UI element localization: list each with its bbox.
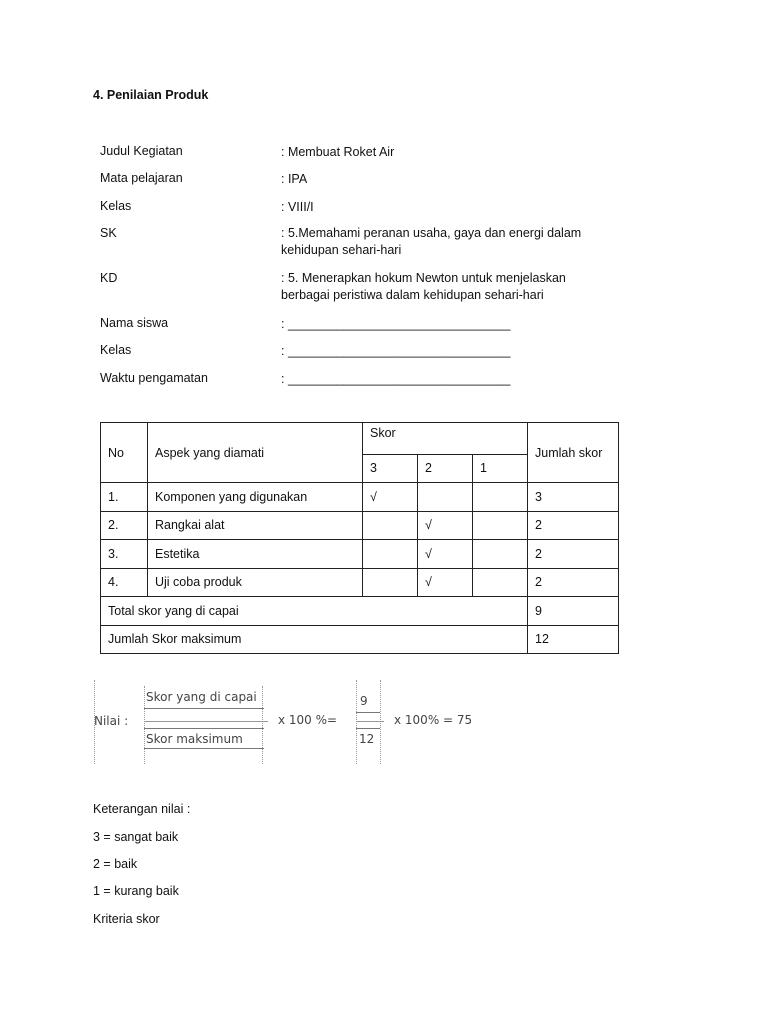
info-label: SK [100, 226, 117, 240]
table-row [101, 540, 619, 569]
max-row [101, 625, 619, 654]
row-score-3 [363, 568, 418, 597]
row-score-1 [473, 511, 528, 540]
time-field: : ________________________________ [281, 372, 511, 386]
section-heading: 4. Penilaian Produk [93, 88, 209, 102]
header-jumlah: Jumlah skor [528, 423, 619, 483]
table-row [101, 483, 619, 512]
header-score-1: 1 [473, 454, 528, 483]
formula-numerator: Skor yang di capai [146, 690, 257, 704]
row-aspek: Komponen yang digunakan [148, 483, 363, 512]
info-label: Kelas [100, 343, 132, 357]
row-jumlah: 2 [528, 511, 619, 540]
row-score-3 [363, 511, 418, 540]
header-score-3: 3 [363, 454, 418, 483]
legend-item: 2 = baik [93, 857, 138, 871]
info-value: : Membuat Roket Air [281, 145, 395, 159]
row-aspek: Uji coba produk [148, 568, 363, 597]
row-aspek: Rangkai alat [148, 511, 363, 540]
row-jumlah: 3 [528, 483, 619, 512]
total-row [101, 597, 619, 626]
row-aspek: Estetika [148, 540, 363, 569]
row-no: 1. [101, 483, 148, 512]
info-value: : VIII/I [281, 200, 314, 214]
row-score-1 [473, 568, 528, 597]
max-value: 12 [528, 625, 619, 654]
legend-item: 3 = sangat baik [93, 830, 179, 844]
formula-result: x 100% = 75 [394, 713, 473, 727]
row-jumlah: 2 [528, 568, 619, 597]
formula-den-value: 12 [359, 732, 375, 746]
info-label: Kelas [100, 199, 132, 213]
row-score-1 [473, 483, 528, 512]
row-score-3 [363, 540, 418, 569]
formula-num-value: 9 [360, 694, 368, 708]
legend-title: Keterangan nilai : [93, 802, 191, 816]
row-jumlah: 2 [528, 540, 619, 569]
row-score-3: √ [363, 483, 418, 512]
info-value: : 5. Menerapkan hokum Newton untuk menjelaskan berbagai peristiwa dalam kehidupan sehari-hari [281, 271, 566, 302]
total-value: 9 [528, 597, 619, 626]
formula-times: x 100 %= [278, 713, 338, 727]
formula-denominator: Skor maksimum [146, 732, 243, 746]
header-skor: Skor [363, 423, 528, 455]
table-row [101, 511, 619, 540]
criteria-label: Kriteria skor [93, 912, 160, 926]
name-field: : ________________________________ [281, 317, 511, 331]
row-score-2 [418, 483, 473, 512]
row-score-2: √ [418, 511, 473, 540]
row-score-2: √ [418, 568, 473, 597]
class-field: : ________________________________ [281, 344, 511, 358]
table-row [101, 568, 619, 597]
info-label: Judul Kegiatan [100, 144, 183, 158]
header-aspek: Aspek yang diamati [148, 423, 363, 483]
info-label: Nama siswa [100, 316, 169, 330]
max-label: Jumlah Skor maksimum [101, 625, 528, 654]
info-value: : IPA [281, 172, 308, 186]
row-no: 3. [101, 540, 148, 569]
score-table [100, 422, 619, 654]
info-label: Mata pelajaran [100, 171, 183, 185]
total-label: Total skor yang di capai [101, 597, 528, 626]
header-score-2: 2 [418, 454, 473, 483]
header-no: No [101, 423, 148, 483]
info-label: KD [100, 271, 118, 285]
info-label: Waktu pengamatan [100, 371, 208, 385]
row-score-1 [473, 540, 528, 569]
row-score-2: √ [418, 540, 473, 569]
row-no: 4. [101, 568, 148, 597]
legend-item: 1 = kurang baik [93, 884, 179, 898]
info-value: : 5.Memahami peranan usaha, gaya dan energi dalam kehidupan sehari-hari [281, 226, 582, 257]
score-formula [94, 680, 474, 764]
formula-prefix: Nilai : [94, 714, 129, 728]
row-no: 2. [101, 511, 148, 540]
